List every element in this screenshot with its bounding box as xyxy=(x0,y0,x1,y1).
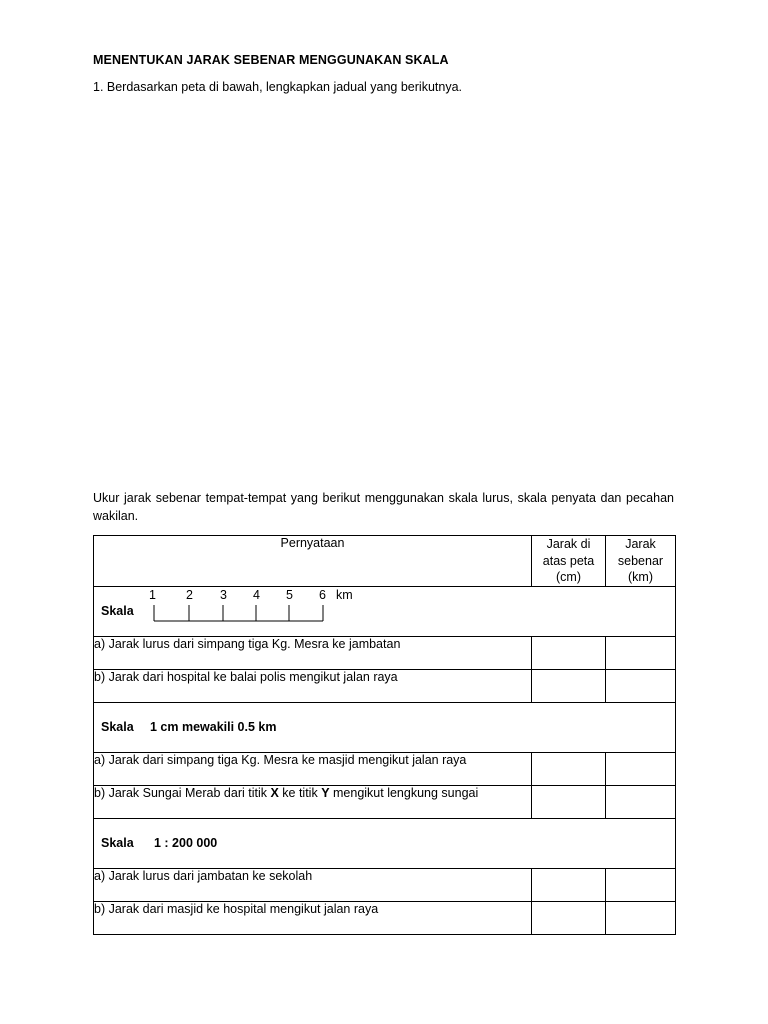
map-distance-answer-cell[interactable] xyxy=(532,901,606,934)
scale-row-statement xyxy=(94,702,676,752)
ruler-unit-label: km xyxy=(336,587,353,602)
real-distance-answer-cell[interactable] xyxy=(606,901,676,934)
scale-label: Skala xyxy=(101,719,134,734)
scale-statement-text: 1 cm mewakili 0.5 km xyxy=(150,719,277,734)
table-row xyxy=(94,752,676,785)
real-distance-answer-cell[interactable] xyxy=(606,669,676,702)
point-x-label: X xyxy=(270,785,279,800)
worksheet-title: MENENTUKAN JARAK SEBENAR MENGGUNAKAN SKALA xyxy=(93,53,449,67)
scale-fraction-text: 1 : 200 000 xyxy=(154,835,218,850)
distance-table xyxy=(93,535,676,935)
real-distance-answer-cell[interactable] xyxy=(606,785,676,818)
scale-row-fraction xyxy=(94,818,676,868)
table-row xyxy=(94,901,676,934)
linear-scale-ruler xyxy=(142,587,392,635)
statement-cell: b) Jarak dari hospital ke balai polis mengikut jalan raya xyxy=(94,669,532,702)
ruler-tick-label: 3 xyxy=(220,587,227,602)
statement-cell: a) Jarak lurus dari simpang tiga Kg. Mesra ke jambatan xyxy=(94,636,532,669)
table-row xyxy=(94,868,676,901)
scale-label: Skala xyxy=(101,835,134,850)
statement-cell: b) Jarak Sungai Merab dari titik X ke titik Y mengikut lengkung sungai xyxy=(94,785,532,818)
point-y-label: Y xyxy=(321,785,330,800)
map-distance-answer-cell[interactable] xyxy=(532,636,606,669)
statement-cell: a) Jarak lurus dari jambatan ke sekolah xyxy=(94,868,532,901)
real-distance-answer-cell[interactable] xyxy=(606,636,676,669)
scale-label: Skala xyxy=(101,603,134,618)
real-distance-answer-cell[interactable] xyxy=(606,752,676,785)
ruler-tick-label: 5 xyxy=(286,587,293,602)
ruler-line xyxy=(142,587,392,635)
map-placeholder-area xyxy=(93,105,675,480)
real-distance-answer-cell[interactable] xyxy=(606,868,676,901)
question-1-prompt: 1. Berdasarkan peta di bawah, lengkapkan jadual yang berikutnya. xyxy=(93,80,463,94)
ruler-tick-label: 2 xyxy=(186,587,193,602)
table-row xyxy=(94,785,676,818)
table-header-row xyxy=(94,536,676,587)
map-distance-answer-cell[interactable] xyxy=(532,785,606,818)
header-map-distance: Jarak di atas peta (cm) xyxy=(532,536,606,587)
scale-cell-linear xyxy=(94,586,676,636)
map-distance-answer-cell[interactable] xyxy=(532,669,606,702)
statement-cell: a) Jarak dari simpang tiga Kg. Mesra ke masjid mengikut jalan raya xyxy=(94,752,532,785)
statement-cell: b) Jarak dari masjid ke hospital mengikut jalan raya xyxy=(94,901,532,934)
table-row xyxy=(94,669,676,702)
header-statement: Pernyataan xyxy=(94,536,532,587)
instruction-paragraph: Ukur jarak sebenar tempat-tempat yang berikut menggunakan skala lurus, skala penyata dan pecahan wakilan. xyxy=(93,491,674,523)
ruler-tick-label: 1 xyxy=(149,587,156,602)
scale-cell-fraction xyxy=(94,818,676,868)
header-real-distance: Jarak sebenar (km) xyxy=(606,536,676,587)
map-distance-answer-cell[interactable] xyxy=(532,868,606,901)
table-row xyxy=(94,636,676,669)
scale-cell-statement xyxy=(94,702,676,752)
map-distance-answer-cell[interactable] xyxy=(532,752,606,785)
ruler-tick-label: 6 xyxy=(319,587,326,602)
scale-row-linear xyxy=(94,586,676,636)
ruler-tick-label: 4 xyxy=(253,587,260,602)
